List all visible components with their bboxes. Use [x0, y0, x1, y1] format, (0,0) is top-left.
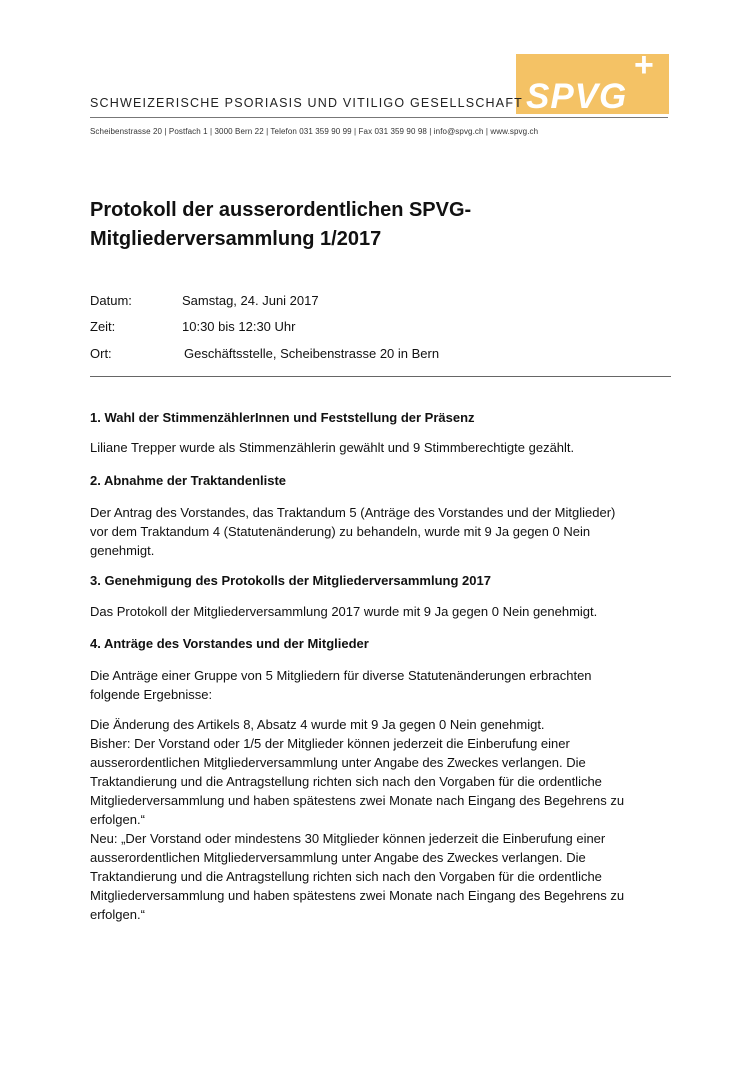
- meta-value: Geschäftsstelle, Scheibenstrasse 20 in Bern: [184, 346, 440, 361]
- text-line: Die Anträge einer Gruppe von 5 Mitgliedern für diverse Statutenänderungen erbrachten: [90, 668, 592, 683]
- section-heading: 1. Wahl der StimmenzählerInnen und Feststellung der Präsenz: [90, 410, 475, 425]
- text-line: folgende Ergebnisse:: [90, 687, 213, 702]
- meta-label: Ort:: [90, 346, 112, 361]
- text-line: Mitgliederversammlung und haben spätestens zwei Monate nach Eingang des Begehrens zu: [90, 888, 625, 903]
- header-divider: [90, 117, 668, 118]
- logo-plus: +: [634, 46, 654, 84]
- text-line: vor dem Traktandum 4 (Statutenänderung) zu behandeln, wurde mit 9 Ja gegen 0 Nein: [90, 524, 591, 539]
- spvg-logo: [516, 46, 669, 116]
- address-line: Scheibenstrasse 20 | Postfach 1 | 3000 Bern 22 | Telefon 031 359 90 99 | Fax 031 359 90 98 | info@spvg.ch | www.spvg.ch: [90, 127, 539, 136]
- paragraph: [90, 602, 672, 621]
- title-line: Mitgliederversammlung 1/2017: [90, 228, 382, 250]
- meta-label: Zeit:: [90, 319, 116, 334]
- text-line: Der Antrag des Vorstandes, das Traktandum 5 (Anträge des Vorstandes und der Mitglieder): [90, 505, 616, 520]
- section-heading: 4. Anträge des Vorstandes und der Mitglieder: [90, 636, 369, 651]
- text-line: ausserordentlichen Mitgliederversammlung unter Angabe des Zweckes verlangen. Die: [90, 755, 586, 770]
- paragraph: [90, 715, 672, 924]
- logo-text: SPVG: [526, 77, 628, 116]
- meta-label: Datum:: [90, 293, 132, 308]
- text-line: ausserordentlichen Mitgliederversammlung unter Angabe des Zweckes verlangen. Die: [90, 850, 586, 865]
- meta-value: Samstag, 24. Juni 2017: [182, 293, 319, 308]
- section-heading: 2. Abnahme der Traktandenliste: [90, 473, 287, 488]
- meta-divider: [90, 376, 671, 377]
- text-line: Neu: „Der Vorstand oder mindestens 30 Mitglieder können jederzeit die Einberufung einer: [90, 831, 606, 846]
- paragraph: [90, 438, 672, 457]
- document-title: [90, 196, 560, 254]
- text-line: Das Protokoll der Mitgliederversammlung 2017 wurde mit 9 Ja gegen 0 Nein genehmigt.: [90, 604, 598, 619]
- title-line: Protokoll der ausserordentlichen SPVG-: [90, 199, 472, 221]
- text-line: Traktandierung und die Antragstellung richten sich nach den Vorgaben für die ordentliche: [90, 774, 602, 789]
- meta-value: 10:30 bis 12:30 Uhr: [182, 319, 296, 334]
- text-line: Liliane Trepper wurde als Stimmenzählerin gewählt und 9 Stimmberechtigte gezählt.: [90, 440, 575, 455]
- organization-name: SCHWEIZERISCHE PSORIASIS UND VITILIGO GESELLSCHAFT: [90, 96, 523, 110]
- text-line: Die Änderung des Artikels 8, Absatz 4 wurde mit 9 Ja gegen 0 Nein genehmigt.: [90, 717, 545, 732]
- text-line: Mitgliederversammlung und haben spätestens zwei Monate nach Eingang des Begehrens zu: [90, 793, 625, 808]
- text-line: Traktandierung und die Antragstellung richten sich nach den Vorgaben für die ordentliche: [90, 869, 602, 884]
- text-line: erfolgen.“: [90, 907, 145, 922]
- text-line: Bisher: Der Vorstand oder 1/5 der Mitglieder können jederzeit die Einberufung einer: [90, 736, 570, 751]
- section-heading: 3. Genehmigung des Protokolls der Mitgliederversammlung 2017: [90, 573, 491, 588]
- paragraph: [90, 666, 672, 704]
- text-line: erfolgen.“: [90, 812, 145, 827]
- paragraph: [90, 503, 672, 560]
- text-line: genehmigt.: [90, 543, 155, 558]
